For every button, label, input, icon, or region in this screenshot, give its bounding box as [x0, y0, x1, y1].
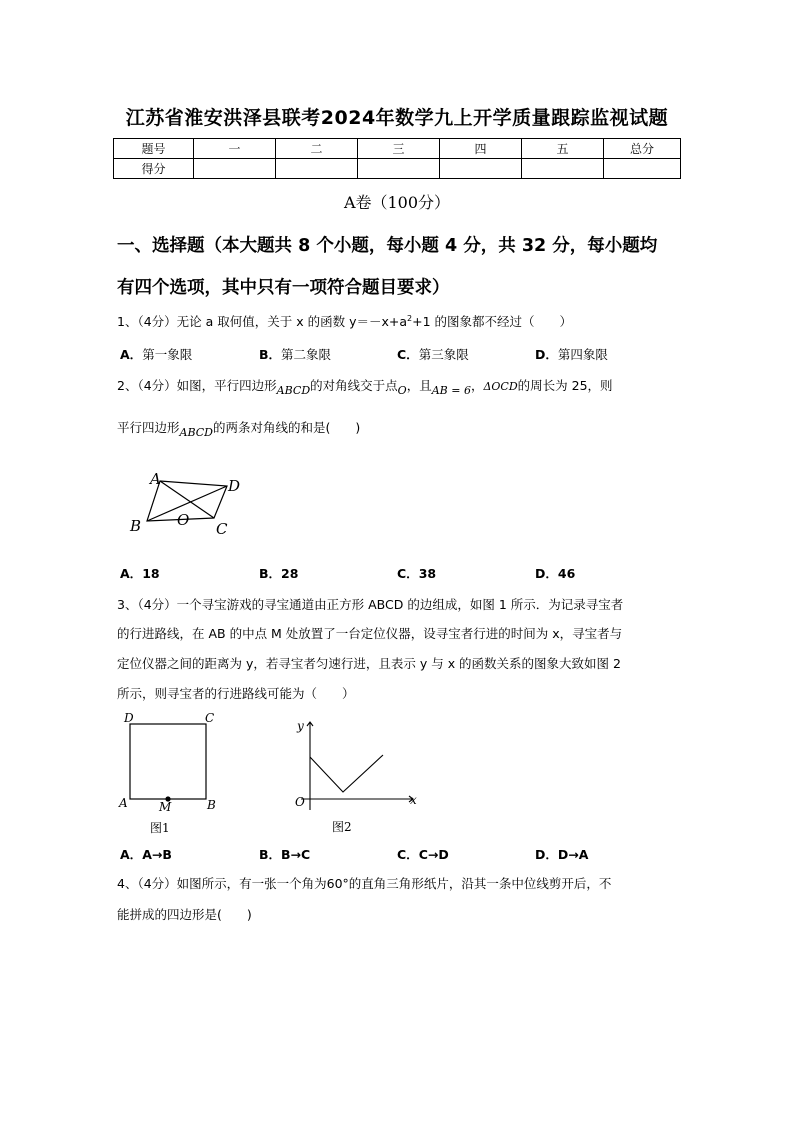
q2-option-c: C．38 [397, 566, 437, 581]
svg-text:y: y [297, 719, 304, 733]
svg-text:O: O [295, 795, 305, 809]
table-cell: 总分 [604, 139, 681, 159]
q3-option-c: C．C→D [397, 847, 449, 862]
q2-option-d: D．46 [535, 566, 576, 581]
vertex-label-b: B [130, 517, 142, 535]
q2-option-a: A．18 [120, 566, 160, 581]
q1-option-c: C．第三象限 [397, 347, 469, 362]
question-4-line1: 4、（4分）如图所示，有一张一个角为60°的直角三角形纸片，沿其一条中位线剪开后，不 [117, 876, 612, 891]
q1-option-a: A．第一象限 [120, 347, 193, 362]
table-cell [358, 159, 440, 179]
section-heading-line2: 有四个选项，其中只有一项符合题目要求） [117, 278, 450, 298]
table-cell [194, 159, 276, 179]
q3-option-d: D．D→A [535, 847, 589, 862]
table-cell: 三 [358, 139, 440, 159]
vertex-label-d: D [228, 477, 241, 495]
question-2-line2: 平行四边形ABCD的两条对角线的和是( ) [117, 420, 361, 439]
parallelogram-figure [120, 466, 250, 541]
question-4-line2: 能拼成的四边形是( ) [117, 907, 252, 922]
table-cell: 四 [440, 139, 522, 159]
table-cell: 五 [522, 139, 604, 159]
svg-text:D: D [124, 711, 134, 725]
table-cell: 一 [194, 139, 276, 159]
svg-text:B: B [207, 798, 216, 812]
figure-2-caption: 图2 [332, 820, 352, 834]
score-table [113, 138, 681, 179]
question-1-text: 1、（4分）无论 a 取何值，关于 x 的函数 $y=-x+a^2+1$ 的图象都不经过（ ） [117, 314, 573, 330]
vertex-label-a: A [150, 470, 161, 488]
paper-label: A卷（100分） [343, 193, 451, 212]
table-cell [604, 159, 681, 179]
table-cell: 得分 [114, 159, 194, 179]
q3-option-a: A．A→B [120, 847, 172, 862]
figure-1-square [115, 710, 225, 838]
table-cell: 二 [276, 139, 358, 159]
q1-option-d: D．第四象限 [535, 347, 608, 362]
question-3-line4: 所示，则寻宝者的行进路线可能为（ ） [117, 686, 355, 701]
svg-text:x: x [410, 793, 417, 807]
question-3-line1: 3、（4分）一个寻宝游戏的寻宝通道由正方形 ABCD 的边组成，如图 1 所示．为记录寻宝者 [117, 597, 624, 612]
figure-2-graph [285, 712, 425, 837]
svg-text:M: M [159, 800, 172, 814]
section-heading-line1: 一、选择题（本大题共 8 个小题，每小题 4 分，共 32 分，每小题均 [117, 236, 658, 256]
question-2-line1: 2、（4分）如图，平行四边形ABCD的对角线交于点O，且AB = 6，ΔOCD的周长为 25，则 [117, 378, 613, 397]
vertex-label-c: C [216, 520, 228, 538]
document-title: 江苏省淮安洪泽县联考2024年数学九上开学质量跟踪监视试题 [125, 107, 669, 129]
q3-option-b: B．B→C [259, 847, 311, 862]
question-3-line3: 定位仪器之间的距离为 y，若寻宝者匀速行进，且表示 y 与 x 的函数关系的图象大致如图 2 [117, 656, 621, 671]
center-label-o: O [177, 511, 190, 529]
table-cell [440, 159, 522, 179]
table-cell: 题号 [114, 139, 194, 159]
svg-text:A: A [119, 796, 128, 810]
figure-1-caption: 图1 [150, 821, 170, 835]
q2-option-b: B．28 [259, 566, 299, 581]
score-table-score-row [114, 159, 681, 179]
score-table-header-row [114, 139, 681, 159]
table-cell [276, 159, 358, 179]
table-cell [522, 159, 604, 179]
question-3-line2: 的行进路线，在 AB 的中点 M 处放置了一台定位仪器，设寻宝者行进的时间为 x，寻宝者与 [117, 626, 623, 641]
q1-option-b: B．第二象限 [259, 347, 332, 362]
svg-text:C: C [205, 711, 215, 725]
